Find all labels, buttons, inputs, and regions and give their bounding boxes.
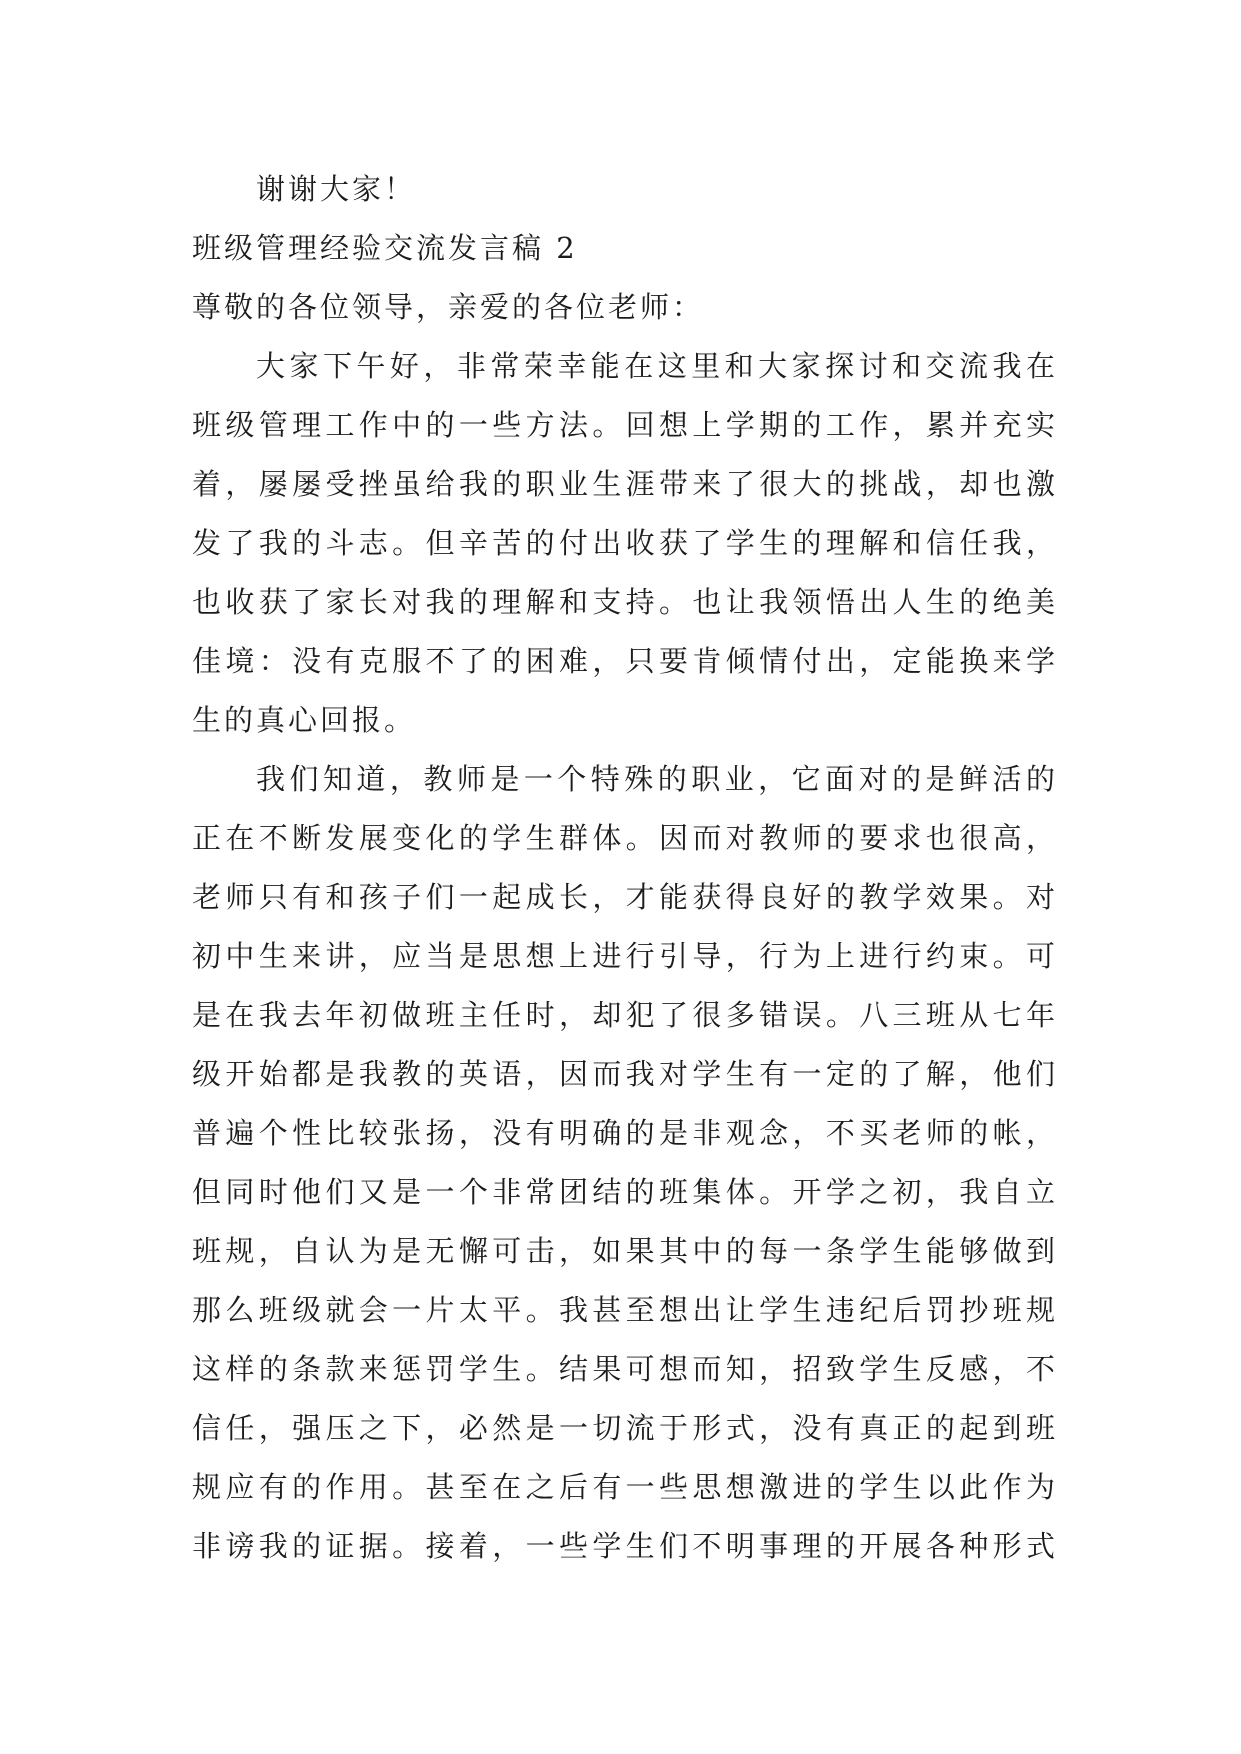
paragraph-line: 初中生来讲，应当是思想上进行引导，行为上进行约束。可 <box>192 939 1058 973</box>
paragraph-line: 班规，自认为是无懈可击，如果其中的每一条学生能够做到 <box>192 1234 1058 1268</box>
paragraph-1 <box>192 337 1058 750</box>
paragraph-line: 老师只有和孩子们一起成长，才能获得良好的教学效果。对 <box>192 880 1058 914</box>
salutation: 尊敬的各位领导，亲爱的各位老师： <box>192 290 705 324</box>
paragraph-line: 但同时他们又是一个非常团结的班集体。开学之初，我自立 <box>192 1175 1058 1209</box>
paragraph-line: 发了我的斗志。但辛苦的付出收获了学生的理解和信任我， <box>192 526 1058 560</box>
paragraph-line: 级开始都是我教的英语，因而我对学生有一定的了解，他们 <box>192 1057 1058 1091</box>
paragraph-line: 那么班级就会一片太平。我甚至想出让学生违纪后罚抄班规 <box>192 1293 1058 1327</box>
paragraph-line: 也收获了家长对我的理解和支持。也让我领悟出人生的绝美 <box>192 585 1058 619</box>
paragraph-line: 普遍个性比较张扬，没有明确的是非观念，不买老师的帐， <box>192 1116 1058 1150</box>
closing-line: 谢谢大家！ <box>256 172 417 206</box>
paragraph-line: 信任，强压之下，必然是一切流于形式，没有真正的起到班 <box>192 1411 1058 1445</box>
paragraph-line: 我们知道，教师是一个特殊的职业，它面对的是鲜活的 <box>256 762 1058 796</box>
paragraph-line: 生的真心回报。 <box>192 703 417 737</box>
paragraph-line: 这样的条款来惩罚学生。结果可想而知，招致学生反感，不 <box>192 1352 1058 1386</box>
paragraph-line: 佳境：没有克服不了的困难，只要肯倾情付出，定能换来学 <box>192 644 1058 678</box>
paragraph-line: 着，屡屡受挫虽给我的职业生涯带来了很大的挑战，却也激 <box>192 467 1058 501</box>
paragraph-2 <box>192 750 1058 1576</box>
paragraph-line: 非谤我的证据。接着，一些学生们不明事理的开展各种形式 <box>192 1529 1058 1563</box>
paragraph-line: 规应有的作用。甚至在之后有一些思想激进的学生以此作为 <box>192 1470 1058 1504</box>
paragraph-line: 大家下午好，非常荣幸能在这里和大家探讨和交流我在 <box>256 349 1058 383</box>
speech-title: 班级管理经验交流发言稿 2 <box>192 231 578 265</box>
paragraph-line: 班级管理工作中的一些方法。回想上学期的工作，累并充实 <box>192 408 1058 442</box>
paragraph-line: 正在不断发展变化的学生群体。因而对教师的要求也很高， <box>192 821 1058 855</box>
paragraph-line: 是在我去年初做班主任时，却犯了很多错误。八三班从七年 <box>192 998 1058 1032</box>
document-body <box>192 160 1058 1576</box>
